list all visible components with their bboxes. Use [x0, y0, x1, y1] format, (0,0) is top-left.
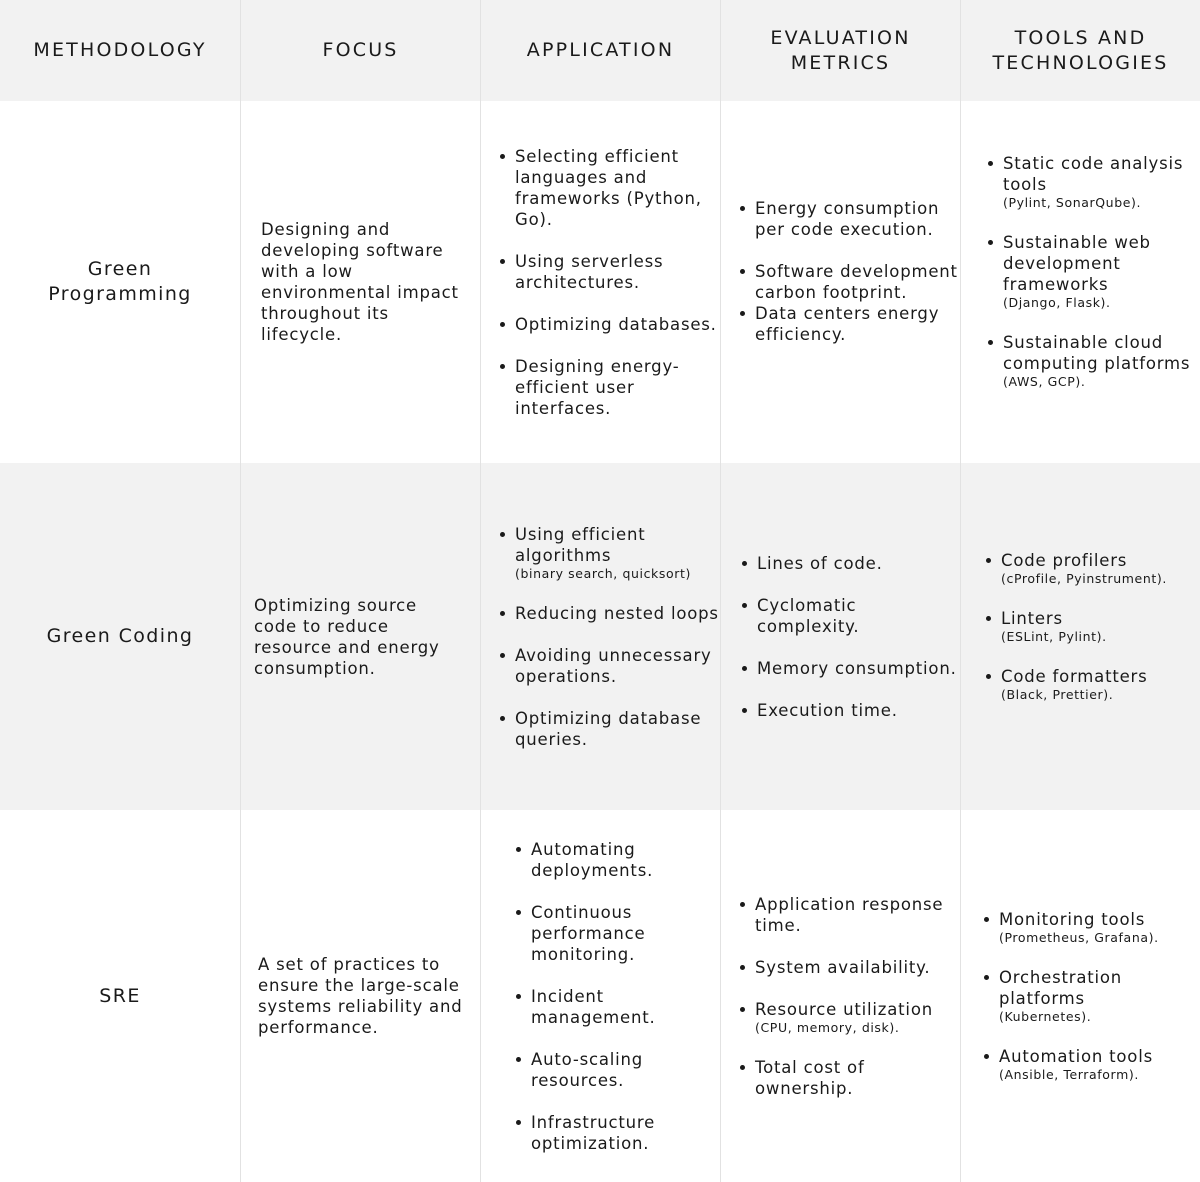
list-item-text: Designing energy-efficient user interfaces.	[515, 356, 680, 418]
list-item-text: Application response time.	[755, 894, 944, 935]
row-3-application	[481, 810, 721, 1182]
row-1-application	[481, 101, 721, 463]
list-item-text: Sustainable web development frameworks	[1003, 233, 1151, 294]
list-item	[1003, 332, 1200, 390]
list-item-note: (Black, Prettier).	[1001, 686, 1114, 702]
list-item	[755, 303, 960, 345]
list-item-note: (ESLint, Pylint).	[1001, 628, 1107, 644]
list-item-text: Execution time.	[757, 700, 898, 720]
list-item-note: (Pylint, SonarQube).	[1003, 195, 1142, 210]
list-item-text: Automating deployments.	[531, 839, 654, 880]
row-3-tools	[961, 810, 1200, 1182]
list-item	[755, 957, 960, 978]
list-item	[515, 524, 720, 582]
list-item-note: (CPU, memory, disk).	[755, 1019, 900, 1035]
list-item	[755, 894, 960, 936]
row-3-tools-list	[961, 909, 1200, 1083]
list-item-text: Using serverless architectures.	[515, 251, 664, 292]
list-item-text: Lines of code.	[757, 553, 883, 573]
header-tools-and-technologies: TOOLS AND TECHNOLOGIES	[961, 0, 1200, 101]
list-item	[755, 999, 960, 1036]
list-item	[515, 251, 720, 293]
list-item-text: Reducing nested loops	[515, 603, 719, 623]
list-item	[515, 356, 720, 419]
list-item-text: Linters	[1001, 608, 1063, 628]
list-item	[531, 902, 720, 965]
row-1-evaluation-metrics	[721, 101, 961, 463]
list-item	[515, 708, 720, 750]
list-item-note: (Kubernetes).	[999, 1009, 1092, 1024]
row-2-methodology: Green Coding	[0, 463, 241, 810]
row-2-evaluation-metrics	[721, 463, 961, 810]
list-item-text: Data centers energy efficiency.	[755, 304, 940, 344]
list-item	[1001, 608, 1200, 645]
list-item	[531, 986, 720, 1028]
list-item	[1001, 666, 1200, 703]
list-item	[757, 595, 960, 637]
list-item	[515, 603, 720, 624]
list-item-text: Resource utilization	[755, 999, 933, 1019]
row-3-application-list	[481, 839, 720, 1154]
list-item-text: Infrastructure optimization.	[531, 1112, 656, 1153]
list-item-text: Auto-scaling resources.	[531, 1049, 644, 1090]
list-item-text: System availability.	[755, 957, 931, 977]
list-item-text: Code formatters	[1001, 666, 1148, 686]
row-3-metrics-list	[721, 894, 960, 1099]
row-1-focus: Designing and developing software with a low environmental impact throughout its lifecycle.	[241, 101, 481, 463]
list-item-text: Selecting efficient languages and frameworks (Python, Go).	[515, 146, 702, 229]
list-item-text: Incident management.	[531, 986, 656, 1027]
row-2-metrics-list	[721, 553, 960, 721]
list-item-note: (AWS, GCP).	[1003, 374, 1086, 389]
list-item-text: Orchestration platforms	[999, 968, 1123, 1008]
list-item-text: Using efficient algorithms	[515, 524, 646, 565]
row-1-metrics-list	[721, 198, 960, 366]
list-item-note: (Prometheus, Grafana).	[999, 930, 1159, 945]
row-1-tools	[961, 101, 1200, 463]
list-item	[531, 839, 720, 881]
row-1-methodology: Green Programming	[0, 101, 241, 463]
list-item-text: Sustainable cloud computing platforms	[1003, 333, 1191, 373]
list-item	[755, 1057, 960, 1099]
list-item-note: (Django, Flask).	[1003, 295, 1111, 310]
list-item	[1001, 550, 1200, 587]
list-item-text: Cyclomatic complexity.	[757, 595, 860, 636]
row-2-application	[481, 463, 721, 810]
list-item	[515, 645, 720, 687]
row-1-tools-list	[961, 153, 1200, 411]
header-evaluation-metrics: EVALUATION METRICS	[721, 0, 961, 101]
list-item-text: Monitoring tools	[999, 910, 1146, 929]
list-item-text: Software development carbon footprint.	[755, 262, 958, 302]
row-2-focus: Optimizing source code to reduce resource and energy consumption.	[241, 463, 481, 810]
list-item	[755, 261, 960, 303]
list-item	[757, 553, 960, 574]
list-item-text: Avoiding unnecessary operations.	[515, 645, 712, 686]
row-3-focus: A set of practices to ensure the large-scale systems reliability and performance.	[241, 810, 481, 1182]
list-item-text: Static code analysis tools	[1003, 154, 1184, 194]
list-item-text: Optimizing databases.	[515, 314, 717, 334]
row-2-application-list	[481, 524, 720, 750]
list-item	[757, 700, 960, 721]
list-item	[999, 909, 1200, 946]
header-methodology: METHODOLOGY	[0, 0, 241, 101]
list-item-note: (binary search, quicksort)	[515, 565, 691, 581]
list-item-note: (Ansible, Terraform).	[999, 1067, 1139, 1082]
list-item	[515, 314, 720, 335]
list-item	[755, 198, 960, 240]
list-item	[999, 1046, 1200, 1083]
list-item	[1003, 153, 1200, 211]
list-item	[999, 967, 1200, 1025]
list-item-text: Optimizing database queries.	[515, 708, 702, 749]
list-item	[757, 658, 960, 679]
row-1-application-list	[481, 146, 720, 419]
list-item	[515, 146, 720, 230]
header-focus: FOCUS	[241, 0, 481, 101]
list-item-text: Energy consumption per code execution.	[755, 199, 940, 239]
list-item-text: Total cost of ownership.	[755, 1057, 865, 1098]
list-item	[1003, 232, 1200, 311]
list-item-text: Memory consumption.	[757, 658, 957, 678]
row-2-tools-list	[961, 550, 1200, 724]
row-2-tools	[961, 463, 1200, 810]
list-item-text: Automation tools	[999, 1047, 1153, 1066]
list-item-note: (cProfile, Pyinstrument).	[1001, 570, 1167, 586]
list-item-text: Continuous performance monitoring.	[531, 902, 646, 964]
list-item	[531, 1049, 720, 1091]
row-3-evaluation-metrics	[721, 810, 961, 1182]
header-application: APPLICATION	[481, 0, 721, 101]
list-item-text: Code profilers	[1001, 550, 1128, 570]
row-3-methodology: SRE	[0, 810, 241, 1182]
list-item	[531, 1112, 720, 1154]
